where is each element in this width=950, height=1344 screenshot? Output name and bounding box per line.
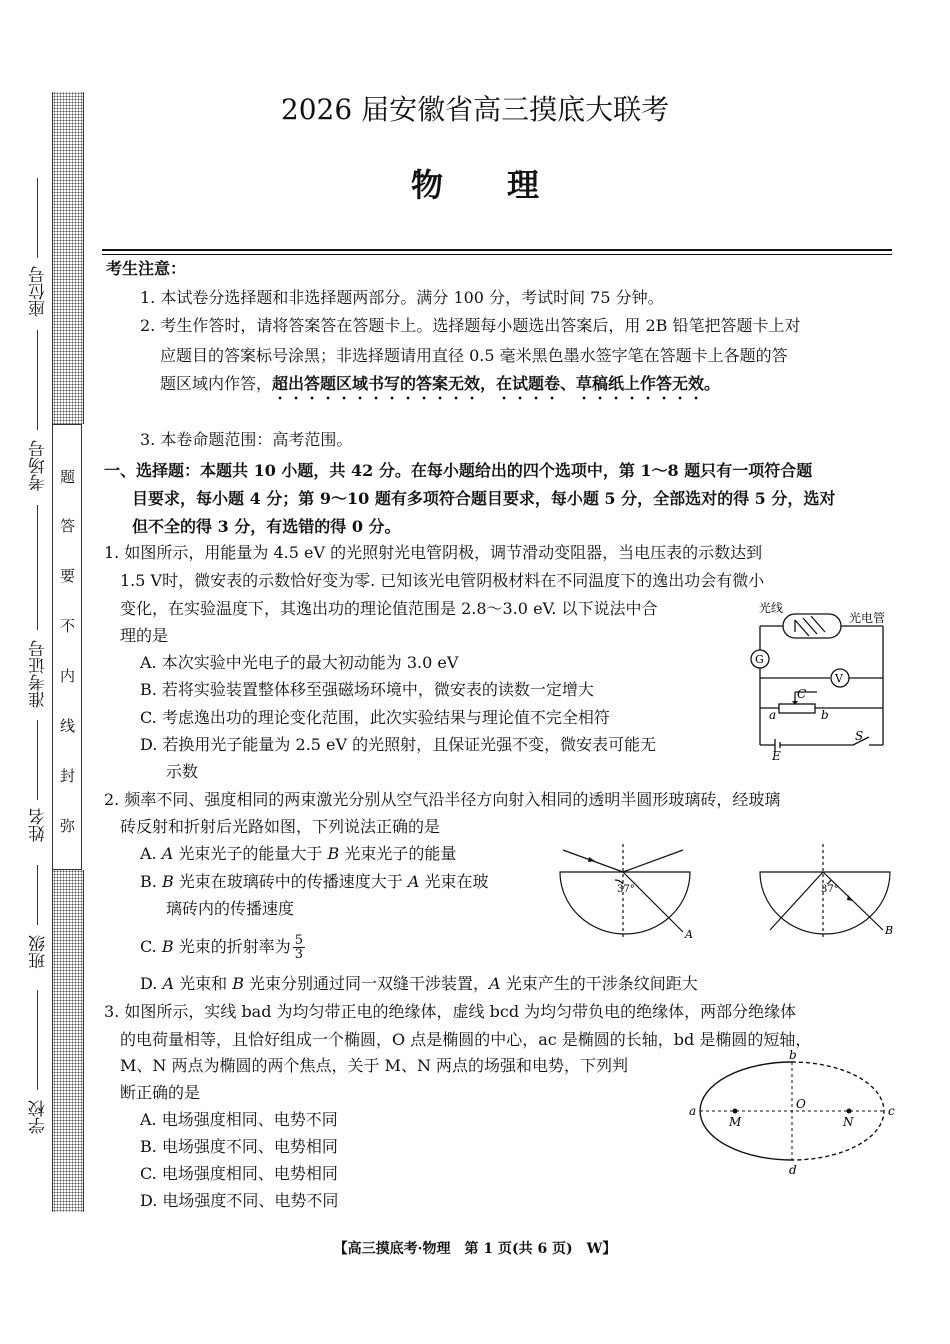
seal-char: 封: [60, 767, 76, 785]
q2-fig-label-b: B: [885, 924, 894, 937]
field-line[interactable]: [37, 990, 38, 1090]
q1-fig-label-s: S: [855, 729, 864, 743]
subject-title: 物 理: [410, 166, 539, 204]
opt-text: 光束的折射率为: [173, 937, 291, 956]
q2-fig-angle-a: 37°: [617, 884, 635, 895]
opt-var: A: [407, 872, 420, 891]
q1-stem: 理的是: [120, 626, 169, 645]
field-admission-number: 准考证号: [29, 640, 49, 708]
opt-var: A: [489, 974, 501, 993]
q1-fig-label-g: G: [755, 653, 764, 666]
opt-text: 光束产生的干涉条纹间距大: [500, 974, 698, 993]
seal-char: 线: [60, 717, 76, 735]
opt-text: 光束和: [174, 974, 233, 993]
fraction-denominator: 3: [294, 947, 303, 962]
field-class: 班级: [29, 935, 49, 969]
section-heading: 目要求，每小题 4 分；第 9～10 题有多项符合题目要求，每小题 5 分，全部选对的得 5 分，选对: [132, 489, 836, 508]
seal-char: 答: [60, 517, 76, 535]
field-line[interactable]: [37, 720, 38, 800]
seal-char: 弥: [60, 817, 76, 835]
q3-option-d: D. 电场强度不同、电势不同: [140, 1191, 339, 1210]
opt-text: 光束光子的能量大于: [173, 844, 328, 863]
q2-option-d: [140, 973, 698, 995]
q2-option-a: [140, 843, 456, 865]
opt-text: A.: [140, 844, 162, 863]
binding-strip-top: [52, 92, 84, 424]
notice-line: 1. 本试卷分选择题和非选择题两部分。满分 100 分，考试时间 75 分钟。: [140, 288, 664, 307]
q1-option-b: B. 若将实验装置整体移至强磁场环境中，微安表的读数一定增大: [140, 680, 594, 699]
q1-option-d-cont: 示数: [166, 762, 199, 781]
seal-char: 要: [60, 567, 76, 585]
q1-fig-label-e: E: [772, 749, 781, 760]
field-line[interactable]: [37, 330, 38, 430]
fraction-numerator: 5: [294, 933, 303, 948]
q3-ellipse-diagram: [685, 1050, 900, 1176]
notice-line: 3. 本卷命题范围：高考范围。: [140, 430, 353, 449]
notice-emphasis: 超出答题区域书写的答案无效，在试题卷、草稿纸上作答无效。: [272, 374, 721, 393]
opt-text: B.: [140, 872, 162, 891]
q1-stem: 1. 如图所示，用能量为 4.5 eV 的光照射光电管阴极，调节滑动变阻器，当电压表的示数达到: [104, 543, 763, 562]
field-line[interactable]: [37, 865, 38, 925]
q2-option-b-cont: 璃砖内的传播速度: [166, 899, 295, 918]
opt-text: C.: [140, 937, 162, 956]
q2-stem: 2. 频率不同、强度相同的两束激光分别从空气沿半径方向射入相同的透明半圆形玻璃砖，经玻璃: [104, 790, 781, 809]
opt-text: D.: [140, 974, 163, 993]
q1-fig-label-v: V: [835, 672, 843, 685]
q1-fig-label-light: 光线: [759, 601, 784, 615]
opt-text: 光束在玻: [419, 872, 489, 891]
field-name: 姓名: [29, 808, 49, 842]
opt-var: A: [161, 844, 174, 863]
opt-var: B: [161, 937, 174, 956]
field-line[interactable]: [37, 505, 38, 630]
notice-heading: 考生注意：: [106, 259, 187, 278]
q3-option-c: C. 电场强度相同、电势相同: [140, 1164, 338, 1183]
q3-fig-label-m: M: [729, 1115, 742, 1129]
q3-stem: 断正确的是: [120, 1083, 201, 1102]
q3-fig-label-c: c: [888, 1104, 895, 1118]
q1-fig-label-b: b: [821, 708, 829, 722]
fraction: [293, 934, 305, 961]
notice-line: [160, 373, 720, 403]
opt-var: B: [327, 844, 340, 863]
opt-text: 光束分别通过同一双缝干涉装置，: [243, 974, 490, 993]
q3-option-a: A. 电场强度相同、电势不同: [140, 1110, 338, 1129]
q1-fig-label-a: a: [769, 708, 777, 722]
q2-diagram-a: [555, 842, 700, 942]
q1-option-d: D. 若换用光子能量为 2.5 eV 的光照射，且保证光强不变，微安表可能无: [140, 735, 657, 754]
field-school: 学校: [29, 1100, 49, 1134]
opt-text: 光束光子的能量: [339, 844, 457, 863]
seal-char: 内: [60, 667, 76, 685]
notice-line: 应题目的答案标号涂黑；非选择题请用直径 0.5 毫米黑色墨水签字笔在答题卡上各题的答: [160, 346, 788, 365]
q3-option-b: B. 电场强度不同、电势相同: [140, 1137, 338, 1156]
q3-stem: 的电荷量相等，且恰好组成一个椭圆，O 点是椭圆的中心，ac 是椭圆的长轴，bd 是椭圆的短轴，: [120, 1030, 812, 1049]
q1-stem: 1.5 V时，微安表的示数恰好变为零. 已知该光电管阴极材料在不同温度下的逸出功会有微小: [120, 571, 765, 590]
q1-circuit-diagram: [745, 600, 905, 760]
q2-diagram-b: [755, 842, 900, 942]
seal-char: 不: [60, 617, 76, 635]
q3-fig-label-n: N: [843, 1115, 854, 1129]
q3-stem: M、N 两点为椭圆的两个焦点，关于 M、N 两点的场强和电势，下列判: [120, 1056, 629, 1075]
q3-stem: 3. 如图所示，实线 bad 为均匀带正电的绝缘体，虚线 bcd 为均匀带负电的绝缘体，两部分绝缘体: [104, 1002, 797, 1021]
q2-fig-label-a: A: [685, 928, 693, 941]
page-footer: 【高三摸底考·物理 第 1 页(共 6 页) W】: [333, 1241, 617, 1257]
notice-line: 2. 考生作答时，请将答案答在答题卡上。选择题每小题选出答案后，用 2B 铅笔把答题卡上对: [140, 316, 801, 335]
field-seat-number: 座位号: [29, 266, 49, 317]
opt-var: B: [232, 974, 244, 993]
q1-stem: 变化，在实验温度下，其逸出功的理论值范围是 2.8～3.0 eV. 以下说法中合: [120, 599, 658, 618]
q1-option-a: A. 本次实验中光电子的最大初动能为 3.0 eV: [140, 653, 459, 672]
binding-strip-bottom: [52, 870, 84, 1212]
seal-char: 题: [60, 468, 76, 486]
q1-fig-label-tube: 光电管: [849, 611, 886, 625]
q3-fig-label-o: O: [796, 1097, 806, 1111]
section-heading: 但不全的得 3 分，有选错的得 0 分。: [132, 517, 401, 536]
section-heading: 一、选择题：本题共 10 小题，共 42 分。在每小题给出的四个选项中，第 1～8 题只有一项符合题: [104, 461, 813, 480]
q2-fig-angle-b: 37°: [821, 884, 839, 895]
header-rule: [102, 249, 892, 255]
exam-title: 2026 届安徽省高三摸底大联考: [280, 93, 670, 126]
field-exam-room: 考场号: [29, 440, 49, 491]
q2-stem: 砖反射和折射后光路如图，下列说法正确的是: [120, 817, 441, 836]
notice-text: 题区域内作答，: [160, 374, 273, 393]
q1-fig-label-c: C: [797, 687, 807, 701]
seal-box: [52, 424, 82, 870]
q1-option-c: C. 考虑逸出功的理论变化范围，此次实验结果与理论值不完全相符: [140, 708, 610, 727]
q3-fig-label-b: b: [789, 1050, 797, 1062]
q2-option-c: [140, 934, 305, 961]
opt-var: A: [162, 974, 174, 993]
q3-fig-label-a: a: [689, 1104, 697, 1118]
opt-text: 光束在玻璃砖中的传播速度大于: [173, 872, 408, 891]
opt-var: B: [161, 872, 174, 891]
q3-fig-label-d: d: [789, 1163, 797, 1176]
q2-option-b: [140, 871, 489, 893]
